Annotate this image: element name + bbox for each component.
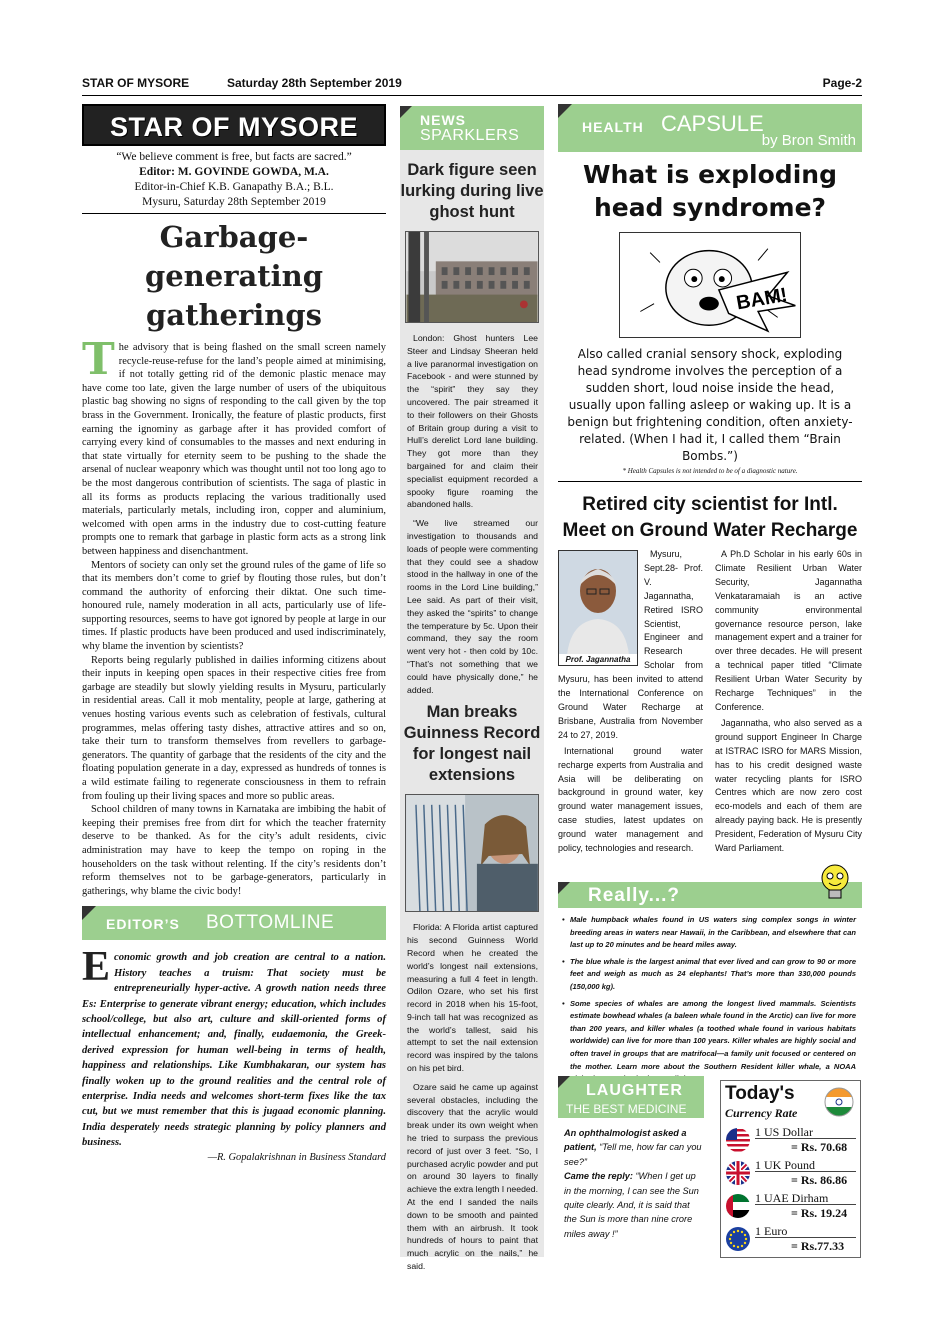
health-byline: by Bron Smith (761, 132, 856, 149)
currency-rate: = Rs.77.33 (791, 1239, 845, 1253)
currency-name: 1 US Dollar (755, 1125, 813, 1139)
masthead-motto: “We believe comment is free, but facts are sacred.” (116, 151, 352, 163)
bam-text: BAM! (734, 283, 789, 315)
joke-question: “Tell me, how far can you see?” (564, 1142, 702, 1167)
page-header (82, 76, 862, 96)
uk-flag-icon (725, 1160, 751, 1186)
news-label-light: SPARKLERS (420, 127, 520, 144)
masthead-editor: Editor: M. GOVINDE GOWDA, M.A. (139, 166, 329, 178)
currency-row-aed (721, 1189, 860, 1222)
laughter-box (558, 1076, 704, 1241)
lead-paragraph-3: Reports being regularly published in dailies informing citizens about their inputs in keeping open spaces in their respective cities free from garbage are steadily but slowly yielding results in Mysuru, particularly in residential areas. Call it mob mentality, people at large, gathering at venues hosting various events such as celebration of festivals, cultural programmes, melas offering tasty dishes, attractive attires and so on, take their turn to transform themselves from revellers to garbage-generators. The quantity of garbage that the residents of the city and the floating population generate in a day, expressed as hundreds of tonnes is a wild estimate failing to regenerate consciousness in them to refrain from fouling up their living spaces and more so public areas. (82, 654, 386, 802)
bottomline-text (82, 944, 386, 1150)
eu-flag-icon (725, 1226, 751, 1252)
currency-rate: = Rs. 70.68 (791, 1140, 848, 1154)
laughter-label-bold: LAUGHTER (586, 1082, 683, 1099)
scientist-col1-paragraph-1: Mysuru, Sept.28- Prof. V. Jagannatha, Retired ISRO Scientist, Engineer and Research Scholar from Mysuru, has been invited to attend the International Conference on Ground Water Recharge at Brisbane, Australia from November 24 to 27, 2019. (558, 549, 703, 740)
currency-name: 1 Euro (755, 1224, 788, 1238)
person-portrait-icon (559, 551, 637, 655)
ghost-story-paragraph-2: “We live streamed our investigation to thousands and loads of people were commenting that they could see a shadow stood in the hallway in one of the rooms in the Lord Line building,” Lee said. As part of their visit, they asked the “spirits” to change the temperature by 5c. Upon their command, they say the room went very hot - then cold by 10c. “That’s not something that we could have physically done,” he added. (407, 518, 538, 695)
lead-paragraph-2: Mentors of society can only set the ground rules of the game of life so that its members don’t come to grief by flouting those rules, but don’t command the authority of enforcing their diktat. One such time-honoured rule, namely moderation in all acts, particularly use of life-supporting resources, seems to have got ignored by people at large in our times. If plastic products have been produced and used indiscriminately, why blame the invention by scientists? (82, 559, 386, 653)
bottomline-label-bold: EDITOR’S (106, 916, 180, 933)
ghost-story-text (400, 332, 544, 696)
header-date: Saturday 28th September 2019 (227, 76, 402, 90)
nail-story-headline: Man breaks Guinness Record for longest nail extensions (403, 703, 541, 785)
ghost-story-headline: Dark figure seen lurking during live ghost hunt (400, 161, 544, 221)
joke-answer: “When I get up in the morning, I can see the Sun quite clearly. And, it is said that the Sun is more than nine crore miles away !” (564, 1171, 699, 1239)
currency-row-usd (721, 1123, 860, 1156)
lead-dropcap: T (82, 334, 115, 385)
right-column (558, 104, 862, 1090)
list-item: • The blue whale is the largest animal that ever lived and can grow to 90 or more feet and weigh as much as 24 elephants! That’s more than 330,000 pounds (150,000 kg). (560, 956, 856, 994)
header-page-number: Page-2 (822, 76, 862, 90)
lead-headline-line-2: gatherings (146, 298, 322, 332)
lead-article-body (82, 334, 386, 898)
lead-headline-line-1: Garbage-generating (144, 220, 324, 293)
laughter-label-light: THE BEST MEDICINE (566, 1102, 687, 1116)
bottomline-label-light: BOTTOMLINE (206, 912, 335, 934)
nail-story-text (400, 921, 544, 1273)
currency-rate: = Rs. 86.86 (791, 1173, 848, 1187)
nail-story-paragraph-2: Ozare said he came up against several obstacles, including the discovery that the acrylic would break under its own weight when he tried to surpass the previous record of just over 3 feet. “So, I purchased acrylic powder and put on around 30 layers to finally achieve the extra length I needed. At the end I sanded the nails down to be smooth and painted them with an airbrush. It took hundreds of hours to paint that much acrylic on the nails,” he said. (407, 1081, 538, 1272)
currency-name: 1 UK Pound (755, 1158, 816, 1172)
scientist-col2-paragraph-2: Jagannatha, who also served as a ground support Engineer In Charge at ISTRAC ISRO for MARS Mission, has to his credit designed waste water recycling plants for ISRO Centres which are now zero cost eco-models and each of them are already paying back. He is presently President, Federation of Mysuru City Ward Parliament. (715, 717, 862, 854)
us-flag-icon (725, 1127, 751, 1153)
joke-question-lead: An ophthalmologist asked a patient, (564, 1128, 687, 1153)
divider (82, 213, 386, 214)
joke-answer-lead: Came the reply: (564, 1171, 633, 1182)
lightbulb-icon (818, 862, 852, 906)
masthead-editor-in-chief: Editor-in-Chief K.B. Ganapathy B.A.; B.L. (134, 181, 334, 193)
health-disclaimer: * Health Capsules is not intended to be of a diagnostic nature. (558, 467, 862, 482)
exploding-head-cartoon (619, 232, 801, 338)
scientist-photo (558, 550, 638, 666)
currency-rate: = Rs. 19.24 (791, 1206, 848, 1220)
scientist-col1-paragraph-2: International ground water recharge experts from Australia and Asia will be deliberating on background in ground water, key ground water management issues, case studies, latest updates on ground water management and policy, technologies and research. (558, 745, 703, 854)
scientist-column-2 (715, 548, 862, 858)
health-text: Also called cranial sensory shock, exploding head syndrome involves the perception of a sudden short, loud noise inside the head, usually upon falling asleep or waking up. It is a benign but frightening condition, often anxiety-related. (When I had it, I called them “Brain Bombs.”) (567, 347, 853, 463)
bottomline-credit: —R. Gopalakrishnan in Business Standard (207, 1151, 386, 1163)
health-capsule-banner (558, 104, 862, 152)
masthead-title: STAR OF MYSORE (82, 104, 386, 146)
nail-story-paragraph-1: Florida: A Florida artist captured his second Guinness World Record when he created the world’s longest nail extensions, measuring a full 4 feet in length. Odilon Ozare, who set his first record in 2018 when his 15-foot, 9-inch tall hat was recognized as the world’s tallest, said his attempt to set the nail extension record was inspired by the talons on his pet bird. (407, 922, 538, 1074)
lead-headline (82, 218, 386, 335)
news-label-bold: NEWS (420, 112, 466, 128)
list-item: • Male humpback whales found in US waters sing complex songs in winter breeding areas in waters near Hawaii, in the Caribbean, and elsewhere that can last up to 20 minutes and be heard miles away. (560, 914, 856, 952)
currency-row-eur (721, 1222, 860, 1255)
masthead-info (82, 150, 386, 210)
editorial-column (82, 104, 386, 1163)
bottomline-body: conomic growth and job creation are central to a nation. History teaches a truism: That society must be entrepreneurially hyper-active. A growth nation needs three Es: Enterprise to generate vibrant energy; education, which includes school/college, but also art, culture and skill-oriented forms of intellectual enhancement; and, finally, eudaemonia, the Greek-derived expression for human well-being in terms of health, happiness and relationships. Like Kumbhakaran, our system has finally woken up to the ground realities and the central role of enterprise. India needs and welcomes short-term fixes like the tax cut, but we must remember that this is jugaad economic planning. India desperately needs strategic planning by policy planners and business. (82, 952, 386, 1149)
news-banner (400, 106, 544, 150)
ghost-building-photo (405, 231, 539, 323)
really-banner (558, 882, 862, 908)
currency-header (721, 1081, 860, 1123)
uae-flag-icon (725, 1193, 751, 1219)
laughter-joke (558, 1126, 704, 1241)
header-paper-name: STAR OF MYSORE (82, 76, 190, 90)
really-facts-list (558, 914, 862, 1086)
scientist-photo-caption: Prof. Jagannatha (559, 654, 637, 665)
scientist-col2-paragraph-1: A Ph.D Scholar in his early 60s in Climate Resilient Urban Water Security, Jagannatha Venkataramaiah is an active community environmental governance resource person, lake management expert and a trainer for over three decades. He will present a technical paper titled “Climate Resilient Urban Water Security by Recharge Techniques” in the Conference. (715, 549, 862, 712)
health-label-light: CAPSULE (661, 111, 764, 136)
currency-rate-box (720, 1080, 861, 1258)
scientist-column-1 (558, 548, 703, 858)
currency-title: Today's (725, 1083, 795, 1104)
currency-name: 1 UAE Dirham (755, 1191, 829, 1205)
nail-artist-photo (405, 794, 539, 912)
news-sparklers-column (400, 106, 544, 1272)
really-label: Really...? (588, 885, 681, 906)
laughter-banner (558, 1076, 704, 1118)
lead-paragraph-4: School children of many towns in Karnataka are imbibing the habit of keeping their premises free from dirt for which the teacher fraternity deserve to be thanked. As for the city’s adult residents, civic administration may have to keep the tempo on roping in the householders on the task without relenting. If the city’s residents don’t reform themselves not to be garbage-generators, particularly in gatherings, why blame the civic body! (82, 804, 386, 897)
list-item: • Some species of whales are among the longest lived mammals. Scientists estimate bowhead whales (a baleen whale found in the Arctic) can live for more than 200 years, and killer whales (a toothed whale found in various habitats worldwide) can live for more than 100 years. Killer whales are highly social and often travel in groups that are matrifocal—a family unit focused or centered on the mother. Learn more about the Southern Resident killer whale, a NOAA (560, 998, 856, 1086)
currency-row-gbp (721, 1156, 860, 1189)
lead-paragraph-1: he advisory that is being flashed on the small screen namely recycle-reuse-refuse for the land’s people aimed at minimising, if not totally getting rid of the demonic plastic menace may have come too late, given the large number of users of the ubiquitous plastic bag showing no signs of responding to the call given by the top brass in the Government. Ironically, the feature of plastic products, first earning the ignominy as garbage after it has provided comfort of carrying every kind of consumables to the masses and next enduring in that state virtually for eternity seem to be pushing to the shade the arsenal of nuclear weaponry which was thought until not too long ago to be the most dangerous contribution of scientists. The saga of plastic in all its forms as products replacing the various traditionally used materials, particularly metals, including iron, copper and aluminium, welcomed with open arms in the industry due to cost-cutting feature prompts one to remark that garbage in plastic form acts as a strong link between happiness and disenchantment. (82, 342, 386, 557)
bottomline-dropcap: E (82, 944, 111, 991)
ghost-story-paragraph-1: London: Ghost hunters Lee Steer and Lindsay Sheeran held a live paranormal investigation on Facebook - and were stunned by the “spirit” they say they uncovered. The pair streamed it to their followers on their Ghosts of Britain group during a visit to Hull’s derelict Lord lane building. They got more than they bargained for and claim their specialist equipment recorded a spooky figure roaming the abandoned halls. (407, 333, 538, 510)
currency-subtitle: Currency Rate (725, 1106, 798, 1120)
bottomline-banner (82, 906, 386, 940)
scientist-headline: Retired city scientist for Intl. Meet on Ground Water Recharge (562, 494, 858, 541)
health-headline: What is exploding head syndrome? (583, 160, 837, 222)
scientist-article (558, 548, 862, 878)
health-label-bold: HEALTH (582, 119, 644, 135)
masthead-dateline: Mysuru, Saturday 28th September 2019 (142, 196, 326, 208)
india-flag-icon (824, 1087, 854, 1117)
